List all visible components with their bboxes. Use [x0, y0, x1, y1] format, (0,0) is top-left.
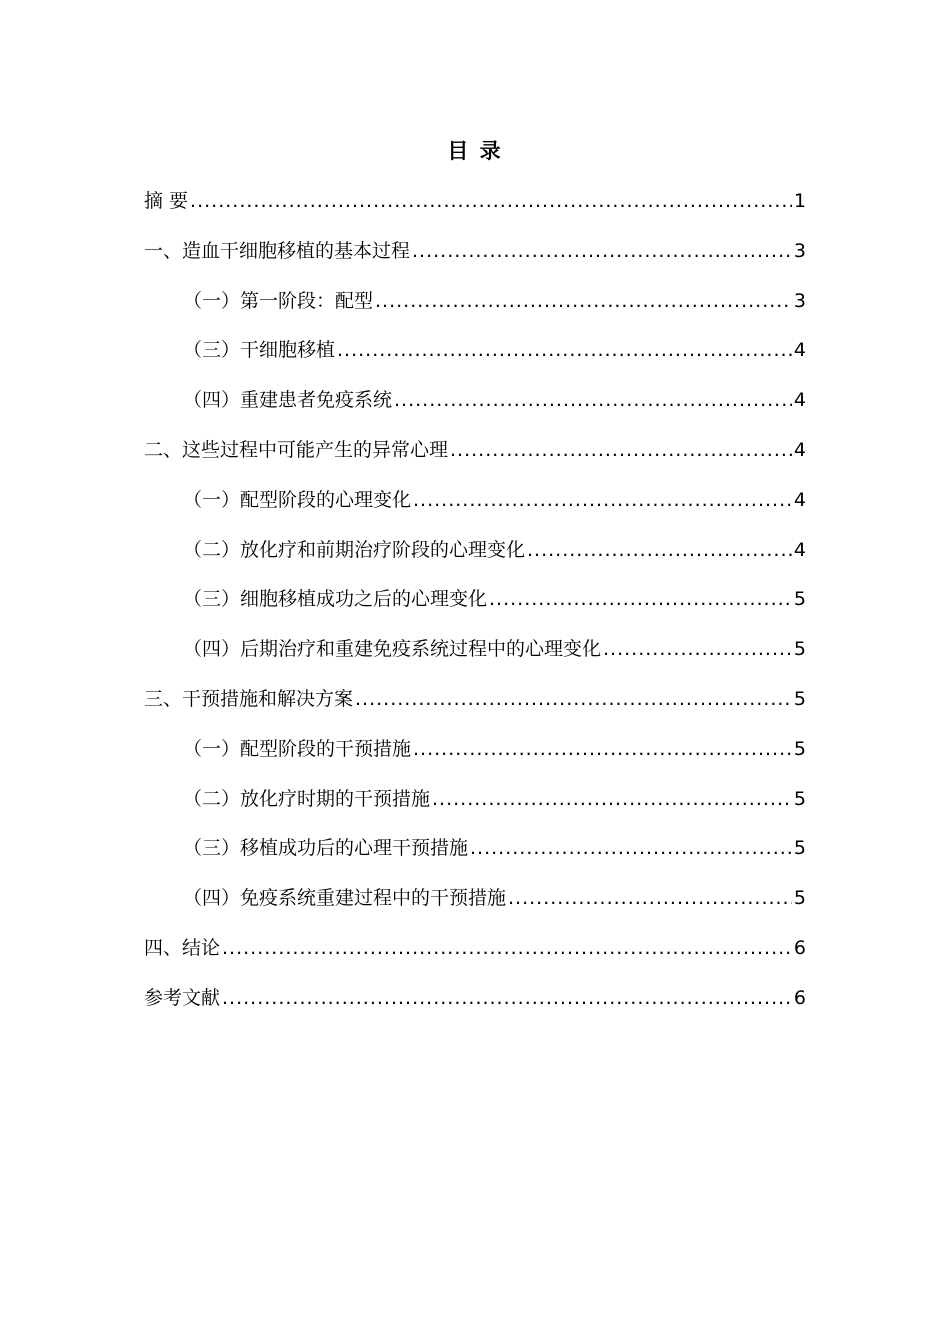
toc-entry-page: 5: [793, 588, 806, 611]
toc-entry-page: 4: [793, 339, 806, 362]
dot-leader: [394, 385, 792, 415]
dot-leader: [413, 485, 792, 515]
toc-entry-section-3-3[interactable]: [183, 833, 806, 863]
toc-entry-label: （一）配型阶段的干预措施: [183, 737, 412, 760]
toc-entry-page: 5: [793, 787, 806, 810]
toc-entry-section-3-4[interactable]: [183, 883, 806, 913]
toc-entry-label: （四）免疫系统重建过程中的干预措施: [183, 887, 507, 910]
dot-leader: [222, 983, 792, 1013]
dot-leader: [222, 933, 792, 963]
dot-leader: [470, 833, 792, 863]
toc-entry-page: 5: [793, 638, 806, 661]
toc-entry-abstract[interactable]: [144, 186, 806, 216]
toc-entry-section-3[interactable]: [144, 684, 806, 714]
dot-leader: [508, 883, 792, 913]
dot-leader: [413, 734, 792, 764]
toc-entry-page: 5: [793, 887, 806, 910]
toc-entry-section-4[interactable]: [144, 933, 806, 963]
dot-leader: [489, 584, 792, 614]
toc-entry-page: 4: [793, 538, 806, 561]
toc-entry-page: 3: [793, 239, 806, 262]
toc-entry-section-1-4[interactable]: [183, 385, 806, 415]
toc-entry-label: 摘 要: [144, 190, 189, 212]
toc-entry-section-2[interactable]: [144, 435, 806, 465]
toc-entry-label: （三）细胞移植成功之后的心理变化: [183, 588, 488, 611]
toc-entry-page: 5: [793, 688, 806, 710]
toc-entry-section-3-2[interactable]: [183, 784, 806, 814]
dot-leader: [412, 236, 792, 266]
dot-leader: [603, 634, 792, 664]
toc-entry-page: 6: [793, 986, 806, 1009]
toc-entry-page: 4: [793, 439, 806, 461]
dot-leader: [337, 335, 792, 365]
toc-entry-section-1-1[interactable]: [183, 286, 806, 316]
toc-entry-section-2-2[interactable]: [183, 535, 806, 565]
toc-entry-label: （二）放化疗时期的干预措施: [183, 787, 431, 810]
toc-entry-label: （四）后期治疗和重建免疫系统过程中的心理变化: [183, 638, 602, 661]
toc-entry-label: 参考文献: [144, 986, 221, 1009]
dot-leader: [432, 784, 792, 814]
toc-entry-page: 3: [793, 289, 806, 312]
dot-leader: [375, 286, 792, 316]
toc-entry-section-2-3[interactable]: [183, 584, 806, 614]
toc-entry-label: 二、这些过程中可能产生的异常心理: [144, 439, 449, 461]
toc-entry-page: 5: [793, 737, 806, 760]
toc-entry-section-2-4[interactable]: [183, 634, 806, 664]
toc-entry-section-2-1[interactable]: [183, 485, 806, 515]
dot-leader: [450, 435, 792, 465]
toc-entry-label: （一）第一阶段：配型: [183, 289, 374, 312]
toc-entry-page: 5: [793, 837, 806, 860]
toc-entry-label: 一、造血干细胞移植的基本过程: [144, 239, 411, 262]
toc-entry-references[interactable]: [144, 983, 806, 1013]
toc-entry-page: 1: [793, 190, 806, 212]
toc-entry-label: （三）干细胞移植: [183, 339, 336, 362]
dot-leader: [190, 186, 792, 216]
toc-entry-page: 4: [793, 389, 806, 412]
toc-entry-label: （一）配型阶段的心理变化: [183, 488, 412, 511]
dot-leader: [355, 684, 792, 714]
toc-entry-section-1-3[interactable]: [183, 335, 806, 365]
toc-entry-section-1[interactable]: [144, 236, 806, 266]
toc-entry-page: 6: [793, 937, 806, 959]
toc-entry-label: （二）放化疗和前期治疗阶段的心理变化: [183, 538, 526, 561]
toc-entry-section-3-1[interactable]: [183, 734, 806, 764]
toc-entry-label: （四）重建患者免疫系统: [183, 389, 393, 412]
toc-entry-page: 4: [793, 488, 806, 511]
dot-leader: [527, 535, 792, 565]
toc-entry-label: 四、结论: [144, 937, 221, 959]
toc-entry-label: （三）移植成功后的心理干预措施: [183, 837, 469, 860]
toc-title: 目 录: [447, 139, 503, 163]
toc-entry-label: 三、干预措施和解决方案: [144, 688, 354, 710]
